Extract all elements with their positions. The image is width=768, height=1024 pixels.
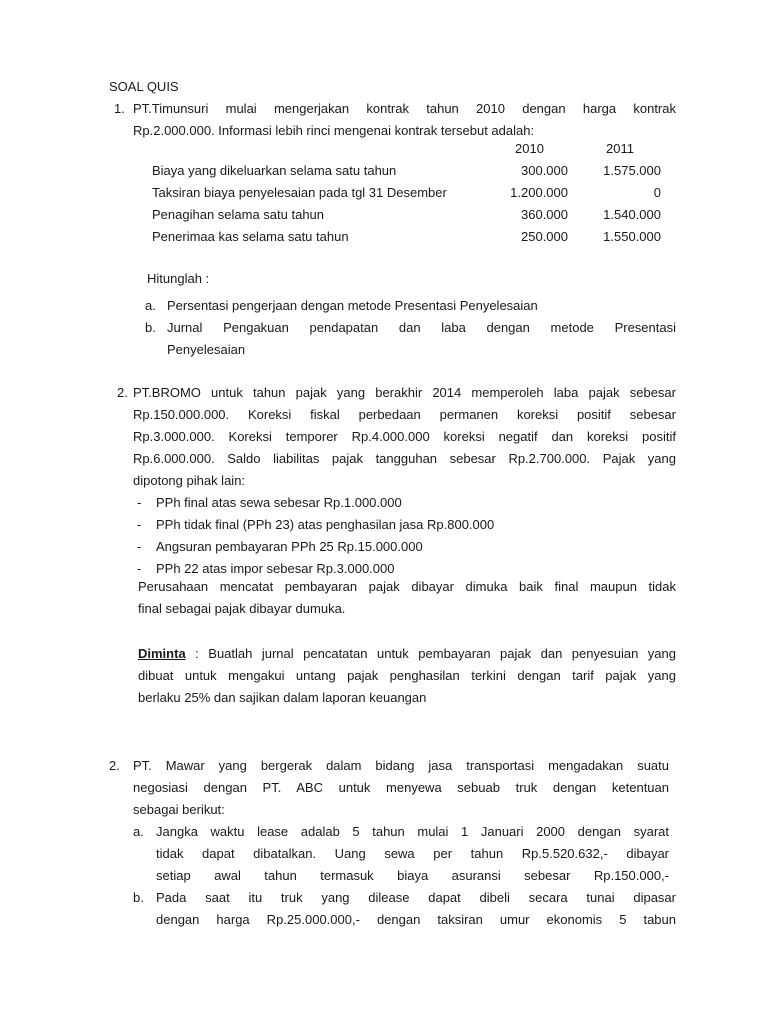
q1-row-value-2011: 1.550.000 bbox=[603, 229, 661, 244]
q2-number: 2. bbox=[117, 385, 128, 400]
q1-item-text: Jurnal Pengakuan pendapatan dan laba dengan metode Presentasi bbox=[167, 320, 676, 335]
q3-item-text: Jangka waktu lease adalab 5 tahun mulai 1 Januari 2000 dengan syarat bbox=[156, 824, 669, 839]
q1-intro-line1: PT.Timunsuri mulai mengerjakan kontrak tahun 2010 dengan harga kontrak bbox=[133, 101, 676, 116]
q1-number: 1. bbox=[114, 101, 125, 116]
q1-item-text-cont: Penyelesaian bbox=[167, 342, 246, 357]
diminta-label: Diminta bbox=[138, 646, 186, 661]
q2-bullet-marker: - bbox=[137, 539, 142, 554]
q2-line: Rp.3.000.000. Koreksi temporer Rp.4.000.000 koreksi negatif dan koreksi positif bbox=[133, 429, 676, 444]
q3-number: 2. bbox=[109, 758, 120, 773]
q2-line: PT.BROMO untuk tahun pajak yang berakhir 2014 memperoleh laba pajak sebesar bbox=[133, 385, 676, 400]
q1-item-marker: b. bbox=[145, 320, 156, 335]
q3-item-marker: a. bbox=[133, 824, 144, 839]
q2-note-line2: final sebagai pajak dibayar dumuka. bbox=[138, 601, 346, 616]
q1-hitunglah: Hitunglah : bbox=[147, 271, 210, 286]
q1-col-header-2010: 2010 bbox=[515, 141, 544, 156]
q2-line: Rp.150.000.000. Koreksi fiskal perbedaan permanen koreksi positif sebesar bbox=[133, 407, 676, 422]
q1-row-label: Penagihan selama satu tahun bbox=[152, 207, 325, 222]
q1-row-value-2010: 1.200.000 bbox=[510, 185, 568, 200]
q2-bullet-text: PPh tidak final (PPh 23) atas penghasilan jasa Rp.800.000 bbox=[156, 517, 495, 532]
q2-bullet-marker: - bbox=[137, 517, 142, 532]
q1-row-value-2010: 300.000 bbox=[521, 163, 568, 178]
q1-item-text: Persentasi pengerjaan dengan metode Presentasi Penyelesaian bbox=[167, 298, 538, 313]
page-title: SOAL QUIS bbox=[109, 79, 179, 94]
q2-bullet-text: PPh final atas sewa sebesar Rp.1.000.000 bbox=[156, 495, 402, 510]
q3-line3: sebagai berikut: bbox=[133, 802, 225, 817]
q2-diminta-line1 bbox=[138, 643, 676, 665]
q3-item-text-cont: setiap awal tahun termasuk biaya asuransi sebesar Rp.150.000,- bbox=[156, 868, 669, 883]
q2-bullet-text: Angsuran pembayaran PPh 25 Rp.15.000.000 bbox=[156, 539, 423, 554]
diminta-text: : Buatlah jurnal pencatatan untuk pembayaran pajak dan penyesuian yang bbox=[185, 646, 676, 661]
q1-row-label: Taksiran biaya penyelesaian pada tgl 31 Desember bbox=[152, 185, 447, 200]
q1-item-marker: a. bbox=[145, 298, 156, 313]
q1-row-value-2010: 250.000 bbox=[521, 229, 568, 244]
q1-intro-line2: Rp.2.000.000. Informasi lebih rinci mengenai kontrak tersebut adalah: bbox=[133, 123, 535, 138]
q2-note-line1: Perusahaan mencatat pembayaran pajak dibayar dimuka baik final maupun tidak bbox=[138, 579, 676, 594]
q1-row-value-2011: 1.540.000 bbox=[603, 207, 661, 222]
q2-bullet-marker: - bbox=[137, 561, 142, 576]
q2-diminta-line3: berlaku 25% dan sajikan dalam laporan keuangan bbox=[138, 690, 427, 705]
q2-bullet-marker: - bbox=[137, 495, 142, 510]
q3-line1: PT. Mawar yang bergerak dalam bidang jasa transportasi mengadakan suatu bbox=[133, 758, 669, 773]
q2-line: dipotong pihak lain: bbox=[133, 473, 246, 488]
q2-diminta-line2: dibuat untuk mengakui untang pajak penghasilan terkini dengan tarif pajak yang bbox=[138, 668, 676, 683]
q1-row-value-2011: 0 bbox=[653, 185, 661, 200]
q3-item-marker: b. bbox=[133, 890, 144, 905]
q1-row-label: Penerimaa kas selama satu tahun bbox=[152, 229, 349, 244]
q1-row-label: Biaya yang dikeluarkan selama satu tahun bbox=[152, 163, 397, 178]
q3-item-text-cont: dengan harga Rp.25.000.000,- dengan taksiran umur ekonomis 5 tabun bbox=[156, 912, 676, 927]
q3-item-text-cont: tidak dapat dibatalkan. Uang sewa per tahun Rp.5.520.632,- dibayar bbox=[156, 846, 669, 861]
q1-col-header-2011: 2011 bbox=[606, 141, 634, 156]
q1-row-value-2011: 1.575.000 bbox=[603, 163, 661, 178]
q2-bullet-text: PPh 22 atas impor sebesar Rp.3.000.000 bbox=[156, 561, 395, 576]
q2-line: Rp.6.000.000. Saldo liabilitas pajak tangguhan sebesar Rp.2.700.000. Pajak yang bbox=[133, 451, 676, 466]
q3-item-text: Pada saat itu truk yang dilease dapat dibeli secara tunai dipasar bbox=[156, 890, 676, 905]
q3-line2: negosiasi dengan PT. ABC untuk menyewa sebuab truk dengan ketentuan bbox=[133, 780, 669, 795]
q1-row-value-2010: 360.000 bbox=[521, 207, 568, 222]
